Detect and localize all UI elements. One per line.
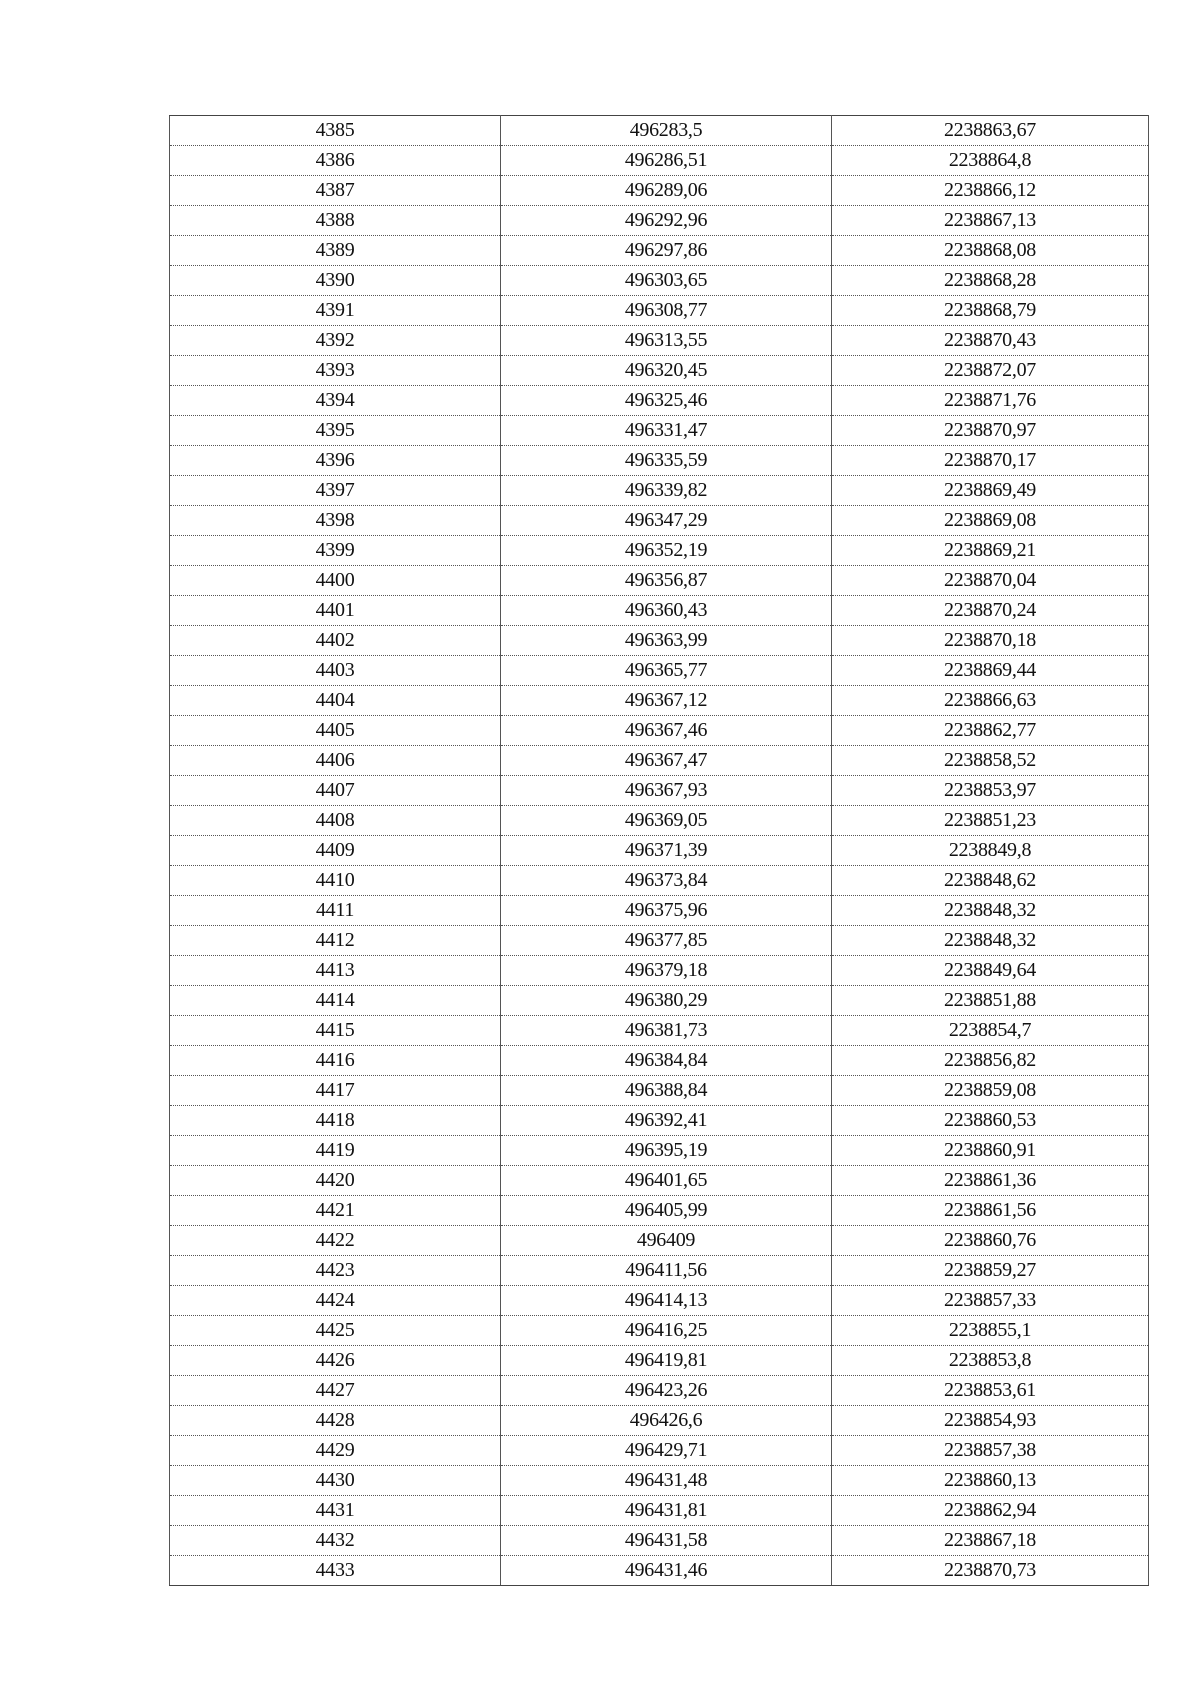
y-coordinate-cell: 2238857,33 (832, 1286, 1149, 1316)
y-coordinate-cell: 2238870,43 (832, 326, 1149, 356)
table-row (170, 986, 1149, 1016)
table-row (170, 1226, 1149, 1256)
y-coordinate-cell: 2238860,13 (832, 1466, 1149, 1496)
point-number-cell: 4428 (170, 1406, 501, 1436)
point-number-cell: 4400 (170, 566, 501, 596)
y-coordinate-cell: 2238869,44 (832, 656, 1149, 686)
y-coordinate-cell: 2238860,76 (832, 1226, 1149, 1256)
point-number-cell: 4432 (170, 1526, 501, 1556)
x-coordinate-cell: 496365,77 (501, 656, 832, 686)
coordinates-table (169, 115, 1149, 1586)
point-number-cell: 4397 (170, 476, 501, 506)
y-coordinate-cell: 2238862,77 (832, 716, 1149, 746)
table-row (170, 1406, 1149, 1436)
table-row (170, 716, 1149, 746)
x-coordinate-cell: 496416,25 (501, 1316, 832, 1346)
y-coordinate-cell: 2238853,97 (832, 776, 1149, 806)
y-coordinate-cell: 2238860,53 (832, 1106, 1149, 1136)
y-coordinate-cell: 2238853,8 (832, 1346, 1149, 1376)
x-coordinate-cell: 496405,99 (501, 1196, 832, 1226)
x-coordinate-cell: 496325,46 (501, 386, 832, 416)
table-row (170, 1526, 1149, 1556)
y-coordinate-cell: 2238870,18 (832, 626, 1149, 656)
table-row (170, 266, 1149, 296)
point-number-cell: 4395 (170, 416, 501, 446)
table-row (170, 1136, 1149, 1166)
point-number-cell: 4385 (170, 116, 501, 146)
x-coordinate-cell: 496286,51 (501, 146, 832, 176)
x-coordinate-cell: 496419,81 (501, 1346, 832, 1376)
point-number-cell: 4424 (170, 1286, 501, 1316)
table-row (170, 386, 1149, 416)
table-row (170, 806, 1149, 836)
x-coordinate-cell: 496373,84 (501, 866, 832, 896)
table-row (170, 746, 1149, 776)
x-coordinate-cell: 496371,39 (501, 836, 832, 866)
x-coordinate-cell: 496377,85 (501, 926, 832, 956)
x-coordinate-cell: 496431,48 (501, 1466, 832, 1496)
y-coordinate-cell: 2238848,32 (832, 896, 1149, 926)
table-row (170, 776, 1149, 806)
x-coordinate-cell: 496379,18 (501, 956, 832, 986)
point-number-cell: 4401 (170, 596, 501, 626)
point-number-cell: 4414 (170, 986, 501, 1016)
point-number-cell: 4420 (170, 1166, 501, 1196)
y-coordinate-cell: 2238869,08 (832, 506, 1149, 536)
point-number-cell: 4426 (170, 1346, 501, 1376)
point-number-cell: 4399 (170, 536, 501, 566)
point-number-cell: 4413 (170, 956, 501, 986)
y-coordinate-cell: 2238859,08 (832, 1076, 1149, 1106)
y-coordinate-cell: 2238861,36 (832, 1166, 1149, 1196)
point-number-cell: 4421 (170, 1196, 501, 1226)
y-coordinate-cell: 2238851,88 (832, 986, 1149, 1016)
y-coordinate-cell: 2238863,67 (832, 116, 1149, 146)
point-number-cell: 4388 (170, 206, 501, 236)
point-number-cell: 4430 (170, 1466, 501, 1496)
table-row (170, 1346, 1149, 1376)
table-row (170, 1286, 1149, 1316)
x-coordinate-cell: 496289,06 (501, 176, 832, 206)
x-coordinate-cell: 496367,93 (501, 776, 832, 806)
point-number-cell: 4393 (170, 356, 501, 386)
x-coordinate-cell: 496388,84 (501, 1076, 832, 1106)
x-coordinate-cell: 496308,77 (501, 296, 832, 326)
table-row (170, 1016, 1149, 1046)
x-coordinate-cell: 496409 (501, 1226, 832, 1256)
point-number-cell: 4425 (170, 1316, 501, 1346)
y-coordinate-cell: 2238866,12 (832, 176, 1149, 206)
x-coordinate-cell: 496431,46 (501, 1556, 832, 1586)
y-coordinate-cell: 2238859,27 (832, 1256, 1149, 1286)
y-coordinate-cell: 2238870,73 (832, 1556, 1149, 1586)
point-number-cell: 4411 (170, 896, 501, 926)
point-number-cell: 4409 (170, 836, 501, 866)
table-row (170, 506, 1149, 536)
x-coordinate-cell: 496313,55 (501, 326, 832, 356)
point-number-cell: 4392 (170, 326, 501, 356)
x-coordinate-cell: 496381,73 (501, 1016, 832, 1046)
x-coordinate-cell: 496320,45 (501, 356, 832, 386)
x-coordinate-cell: 496297,86 (501, 236, 832, 266)
point-number-cell: 4387 (170, 176, 501, 206)
y-coordinate-cell: 2238862,94 (832, 1496, 1149, 1526)
table-row (170, 536, 1149, 566)
table-row (170, 1256, 1149, 1286)
y-coordinate-cell: 2238854,93 (832, 1406, 1149, 1436)
y-coordinate-cell: 2238868,08 (832, 236, 1149, 266)
point-number-cell: 4433 (170, 1556, 501, 1586)
x-coordinate-cell: 496414,13 (501, 1286, 832, 1316)
point-number-cell: 4410 (170, 866, 501, 896)
table-row (170, 116, 1149, 146)
x-coordinate-cell: 496392,41 (501, 1106, 832, 1136)
table-row (170, 1196, 1149, 1226)
x-coordinate-cell: 496363,99 (501, 626, 832, 656)
point-number-cell: 4407 (170, 776, 501, 806)
table-row (170, 146, 1149, 176)
table-row (170, 626, 1149, 656)
point-number-cell: 4394 (170, 386, 501, 416)
table-row (170, 656, 1149, 686)
table-row (170, 896, 1149, 926)
table-row (170, 866, 1149, 896)
y-coordinate-cell: 2238869,49 (832, 476, 1149, 506)
table-row (170, 1316, 1149, 1346)
y-coordinate-cell: 2238870,04 (832, 566, 1149, 596)
y-coordinate-cell: 2238870,17 (832, 446, 1149, 476)
x-coordinate-cell: 496395,19 (501, 1136, 832, 1166)
point-number-cell: 4418 (170, 1106, 501, 1136)
y-coordinate-cell: 2238855,1 (832, 1316, 1149, 1346)
x-coordinate-cell: 496367,47 (501, 746, 832, 776)
x-coordinate-cell: 496426,6 (501, 1406, 832, 1436)
y-coordinate-cell: 2238867,18 (832, 1526, 1149, 1556)
table-row (170, 686, 1149, 716)
y-coordinate-cell: 2238871,76 (832, 386, 1149, 416)
point-number-cell: 4405 (170, 716, 501, 746)
x-coordinate-cell: 496283,5 (501, 116, 832, 146)
y-coordinate-cell: 2238867,13 (832, 206, 1149, 236)
point-number-cell: 4423 (170, 1256, 501, 1286)
table-row (170, 236, 1149, 266)
x-coordinate-cell: 496292,96 (501, 206, 832, 236)
point-number-cell: 4412 (170, 926, 501, 956)
y-coordinate-cell: 2238868,28 (832, 266, 1149, 296)
x-coordinate-cell: 496303,65 (501, 266, 832, 296)
x-coordinate-cell: 496367,46 (501, 716, 832, 746)
table-row (170, 416, 1149, 446)
table-row (170, 566, 1149, 596)
table-row (170, 1106, 1149, 1136)
y-coordinate-cell: 2238854,7 (832, 1016, 1149, 1046)
point-number-cell: 4417 (170, 1076, 501, 1106)
y-coordinate-cell: 2238868,79 (832, 296, 1149, 326)
point-number-cell: 4402 (170, 626, 501, 656)
table-row (170, 476, 1149, 506)
table-row (170, 176, 1149, 206)
y-coordinate-cell: 2238848,32 (832, 926, 1149, 956)
point-number-cell: 4429 (170, 1436, 501, 1466)
point-number-cell: 4389 (170, 236, 501, 266)
point-number-cell: 4403 (170, 656, 501, 686)
point-number-cell: 4398 (170, 506, 501, 536)
point-number-cell: 4416 (170, 1046, 501, 1076)
y-coordinate-cell: 2238858,52 (832, 746, 1149, 776)
y-coordinate-cell: 2238857,38 (832, 1436, 1149, 1466)
x-coordinate-cell: 496423,26 (501, 1376, 832, 1406)
table-row (170, 1166, 1149, 1196)
x-coordinate-cell: 496380,29 (501, 986, 832, 1016)
x-coordinate-cell: 496331,47 (501, 416, 832, 446)
point-number-cell: 4406 (170, 746, 501, 776)
point-number-cell: 4404 (170, 686, 501, 716)
table-row (170, 1466, 1149, 1496)
x-coordinate-cell: 496384,84 (501, 1046, 832, 1076)
y-coordinate-cell: 2238849,8 (832, 836, 1149, 866)
table-row (170, 1076, 1149, 1106)
table-row (170, 446, 1149, 476)
x-coordinate-cell: 496431,58 (501, 1526, 832, 1556)
point-number-cell: 4427 (170, 1376, 501, 1406)
x-coordinate-cell: 496356,87 (501, 566, 832, 596)
table-row (170, 926, 1149, 956)
y-coordinate-cell: 2238866,63 (832, 686, 1149, 716)
y-coordinate-cell: 2238870,24 (832, 596, 1149, 626)
y-coordinate-cell: 2238853,61 (832, 1376, 1149, 1406)
x-coordinate-cell: 496360,43 (501, 596, 832, 626)
x-coordinate-cell: 496335,59 (501, 446, 832, 476)
point-number-cell: 4408 (170, 806, 501, 836)
point-number-cell: 4419 (170, 1136, 501, 1166)
y-coordinate-cell: 2238860,91 (832, 1136, 1149, 1166)
point-number-cell: 4396 (170, 446, 501, 476)
x-coordinate-cell: 496429,71 (501, 1436, 832, 1466)
table-row (170, 1046, 1149, 1076)
table-row (170, 206, 1149, 236)
x-coordinate-cell: 496401,65 (501, 1166, 832, 1196)
point-number-cell: 4431 (170, 1496, 501, 1526)
y-coordinate-cell: 2238864,8 (832, 146, 1149, 176)
table-row (170, 596, 1149, 626)
x-coordinate-cell: 496367,12 (501, 686, 832, 716)
table-row (170, 356, 1149, 386)
table-row (170, 1496, 1149, 1526)
x-coordinate-cell: 496347,29 (501, 506, 832, 536)
x-coordinate-cell: 496369,05 (501, 806, 832, 836)
table-row (170, 1556, 1149, 1586)
table-row (170, 1436, 1149, 1466)
table-row (170, 956, 1149, 986)
point-number-cell: 4391 (170, 296, 501, 326)
x-coordinate-cell: 496431,81 (501, 1496, 832, 1526)
x-coordinate-cell: 496375,96 (501, 896, 832, 926)
point-number-cell: 4422 (170, 1226, 501, 1256)
x-coordinate-cell: 496352,19 (501, 536, 832, 566)
table-row (170, 296, 1149, 326)
y-coordinate-cell: 2238848,62 (832, 866, 1149, 896)
point-number-cell: 4415 (170, 1016, 501, 1046)
y-coordinate-cell: 2238869,21 (832, 536, 1149, 566)
y-coordinate-cell: 2238851,23 (832, 806, 1149, 836)
table-row (170, 326, 1149, 356)
y-coordinate-cell: 2238870,97 (832, 416, 1149, 446)
coordinates-table-body (170, 116, 1149, 1586)
y-coordinate-cell: 2238872,07 (832, 356, 1149, 386)
table-row (170, 1376, 1149, 1406)
table-row (170, 836, 1149, 866)
point-number-cell: 4386 (170, 146, 501, 176)
y-coordinate-cell: 2238849,64 (832, 956, 1149, 986)
point-number-cell: 4390 (170, 266, 501, 296)
y-coordinate-cell: 2238861,56 (832, 1196, 1149, 1226)
x-coordinate-cell: 496339,82 (501, 476, 832, 506)
y-coordinate-cell: 2238856,82 (832, 1046, 1149, 1076)
x-coordinate-cell: 496411,56 (501, 1256, 832, 1286)
